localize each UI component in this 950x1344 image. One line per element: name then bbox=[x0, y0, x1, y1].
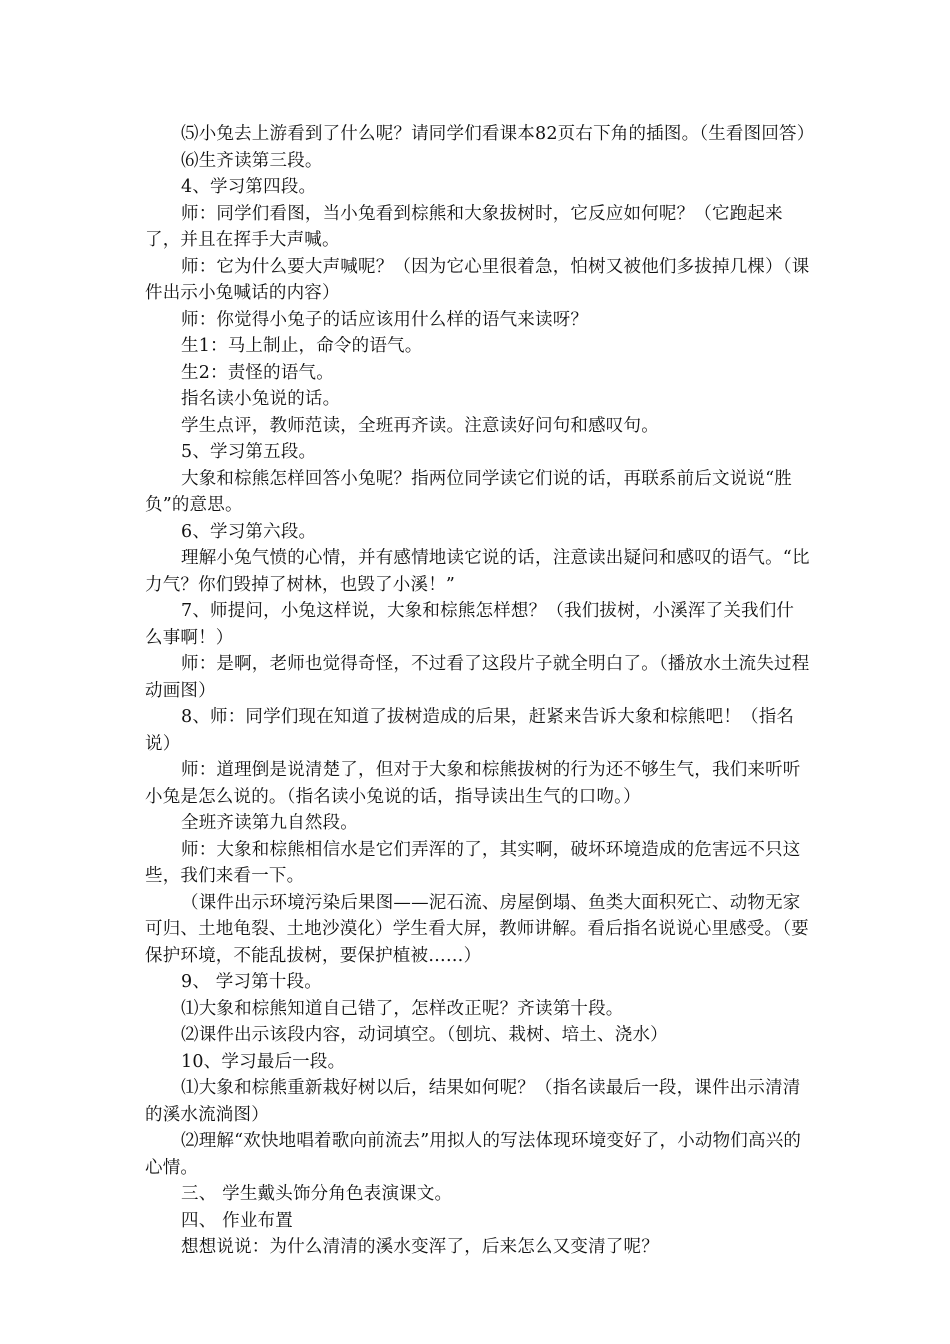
section-heading: 四、 作业布置 bbox=[181, 1210, 293, 1231]
paragraph: 7、师提问，小兔这样说，大象和棕熊怎样想？（我们拔树，小溪浑了关我们什么事啊！） bbox=[145, 601, 795, 648]
paragraph: 学生点评，教师范读，全班再齐读。注意读好问句和感叹句。 bbox=[181, 415, 659, 436]
paragraph: 师：它为什么要大声喊呢？（因为它心里很着急，怕树又被他们多拔掉几棵）（课件出示小兔喊话的内容） bbox=[145, 256, 810, 303]
paragraph: 指名读小兔说的话。 bbox=[181, 389, 341, 409]
paragraph: ⑴大象和棕熊知道自己错了，怎样改正呢？齐读第十段。 bbox=[181, 998, 624, 1019]
paragraph: 想想说说：为什么清清的溪水变浑了，后来怎么又变清了呢？ bbox=[181, 1237, 659, 1257]
section-heading: 4、学习第四段。 bbox=[181, 177, 317, 197]
section-heading: 三、 学生戴头饰分角色表演课文。 bbox=[181, 1184, 453, 1204]
paragraph: 生1：马上制止，命令的语气。 bbox=[181, 336, 423, 356]
paragraph: 生2：责怪的语气。 bbox=[181, 362, 334, 383]
document-body bbox=[145, 121, 815, 1261]
section-heading: 10、学习最后一段。 bbox=[181, 1051, 346, 1072]
paragraph: 全班齐读第九自然段。 bbox=[181, 813, 358, 833]
paragraph: 师：大象和棕熊相信水是它们弄浑的了，其实啊，破坏环境造成的危害远不只这些，我们来看一下。 bbox=[145, 839, 801, 886]
section-heading: 9、 学习第十段。 bbox=[181, 972, 322, 992]
paragraph: 师：同学们看图，当小兔看到棕熊和大象拔树时，它反应如何呢？（它跑起来了，并且在挥手大声喊。 bbox=[145, 203, 783, 250]
section-heading: 5、学习第五段。 bbox=[181, 442, 317, 462]
paragraph: 理解小兔气愤的心情，并有感情地读它说的话，注意读出疑问和感叹的语气。“比力气？你们毁掉了树林，也毁了小溪！” bbox=[145, 548, 810, 595]
paragraph: ⑵理解“欢快地唱着歌向前流去”用拟人的写法体现环境变好了，小动物们高兴的心情。 bbox=[145, 1131, 802, 1178]
paragraph: ⑸小兔去上游看到了什么呢？请同学们看课本82页右下角的插图。（生看图回答） bbox=[181, 124, 815, 144]
paragraph: 师：是啊，老师也觉得奇怪，不过看了这段片子就全明白了。（播放水土流失过程动画图） bbox=[145, 654, 810, 701]
paragraph: ⑵课件出示该段内容，动词填空。（刨坑、栽树、培土、浇水） bbox=[181, 1025, 668, 1045]
section-heading: 6、学习第六段。 bbox=[181, 521, 317, 542]
paragraph: 师：你觉得小兔子的话应该用什么样的语气来读呀？ bbox=[181, 309, 589, 330]
paragraph: ⑴大象和棕熊重新栽好树以后，结果如何呢？（指名读最后一段，课件出示清清的溪水流淌图） bbox=[145, 1078, 801, 1125]
paragraph: 8、师：同学们现在知道了拔树造成的后果，赶紧来告诉大象和棕熊吧！（指名说） bbox=[145, 707, 795, 754]
paragraph: 大象和棕熊怎样回答小兔呢？指两位同学读它们说的话，再联系前后文说说“胜负”的意思。 bbox=[145, 468, 792, 515]
paragraph: 师：道理倒是说清楚了，但对于大象和棕熊拔树的行为还不够生气，我们来听听小兔是怎么说的。（指名读小兔说的话，指导读出生气的口吻。） bbox=[145, 760, 801, 807]
paragraph: ⑹生齐读第三段。 bbox=[181, 150, 323, 171]
paragraph: （课件出示环境污染后果图——泥石流、房屋倒塌、鱼类大面积死亡、动物无家可归、土地龟裂、土地沙漠化）学生看大屏，教师讲解。看后指名说说心里感受。（要保护环境，不能乱拔树，要保护植被……） bbox=[145, 892, 809, 966]
